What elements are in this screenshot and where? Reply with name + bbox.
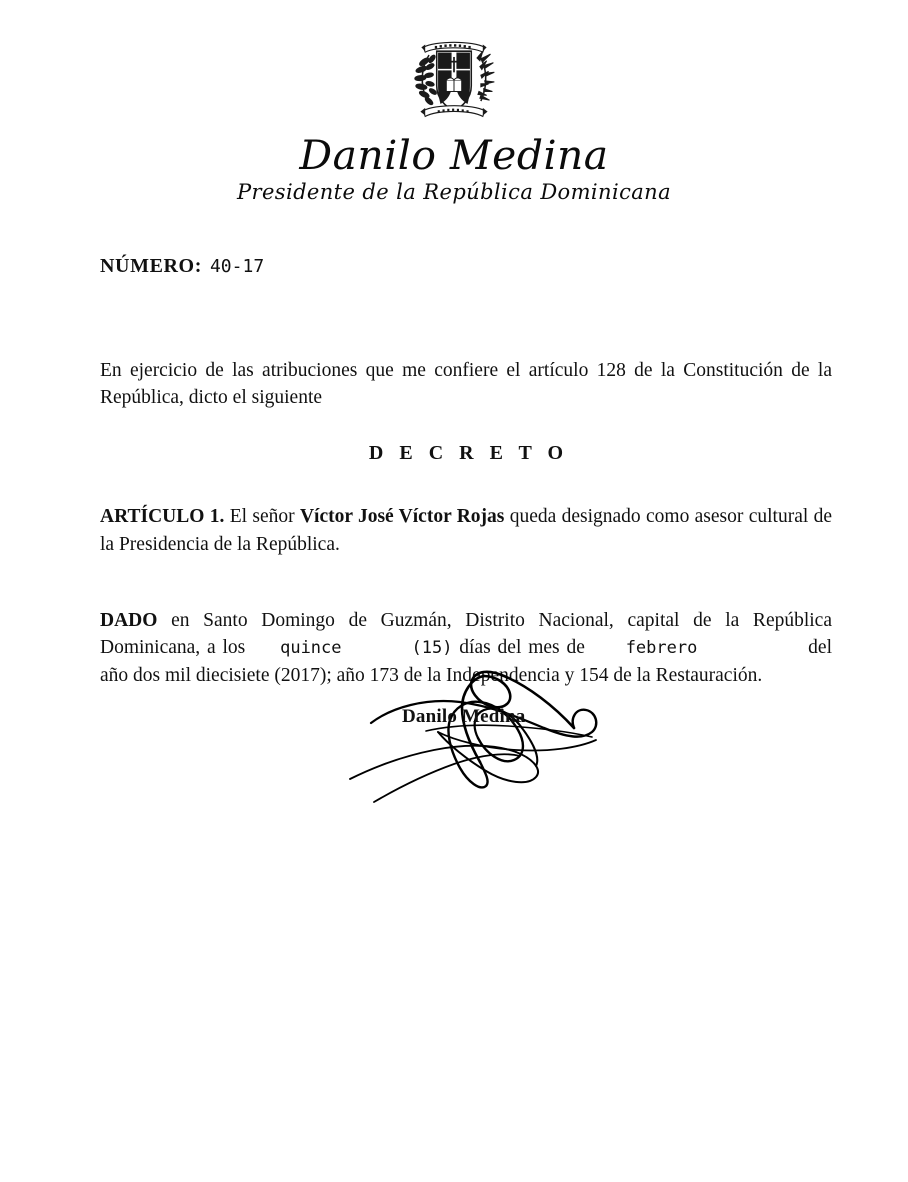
president-name: Danilo Medina — [299, 133, 609, 179]
preamble-paragraph: En ejercicio de las atribuciones que me confiere el artículo 128 de la Constitución de la República, dicto el siguiente — [100, 359, 832, 409]
president-title: Presidente de la República Dominicana — [237, 180, 671, 204]
article-1-text-after-name: queda designado como asesor cultural de la Presidencia de la República. — [100, 506, 832, 555]
decreto-heading: D E C R E T O — [368, 442, 569, 465]
article-1-text-before-name: El señor — [224, 506, 300, 528]
appointee-name: Víctor José Víctor Rojas — [299, 506, 505, 528]
dado-text-3: del año dos mil diecisiete (2017); año 173 de la Independencia y 154 de la Restauración. — [100, 637, 832, 686]
article-1-label: ARTÍCULO 1. — [100, 506, 225, 528]
dado-text-2: días del mes de — [452, 637, 592, 659]
decree-number-label: NÚMERO: — [100, 255, 202, 277]
dado-label: DADO — [100, 609, 158, 631]
month-filled: febrero — [625, 638, 698, 659]
dado-text-1: en Santo Domingo de Guzmán, Distrito Nacional, capital de la República Dominicana, a los — [100, 609, 832, 659]
decree-body — [100, 254, 832, 690]
signature-typed-name: Danilo Medina — [402, 706, 526, 727]
decree-number-line — [100, 254, 832, 279]
letterhead — [0, 0, 908, 203]
article-1-paragraph — [100, 503, 832, 558]
day-number-filled: (15) — [411, 638, 453, 659]
day-word-filled: quince — [280, 638, 342, 659]
dominican-republic-coat-of-arms-icon — [406, 32, 502, 128]
decree-number-value: 40-17 — [209, 256, 265, 277]
